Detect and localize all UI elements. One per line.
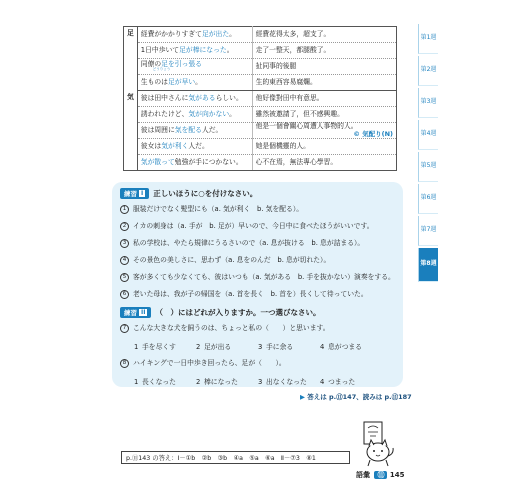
jp-prefix: 生ものは [140, 77, 168, 86]
vocab-row [124, 59, 397, 75]
translation-text: 心不在焉，無法專心學習。 [255, 157, 338, 166]
vocab-table [123, 26, 397, 171]
option-text: 足が出る [204, 343, 232, 351]
vocab-row [124, 155, 397, 171]
question-text: 服装だけでなく髪型にも（a. 気が利く b. 気を配る）。 [133, 205, 304, 213]
answer-option[interactable] [134, 376, 196, 386]
exercise1-question[interactable] [120, 256, 395, 265]
jp-prefix: 経費がかかりすぎて [140, 29, 202, 38]
question-text: こんな大きな犬を飼うのは、ちょっと私の（ ）と思います。 [133, 324, 330, 332]
week-tab-3[interactable]: 第3週 [418, 88, 438, 118]
vocab-row [124, 91, 397, 107]
option-number: 3 [258, 343, 263, 351]
jp-highlight: 足が棒になった [179, 45, 227, 54]
answer-option[interactable] [258, 341, 320, 351]
exercise1-question[interactable] [120, 290, 395, 299]
vocab-row [124, 107, 397, 123]
vocab-japanese [137, 75, 252, 91]
jp-prefix: 同僚の [140, 60, 162, 69]
vocab-translation [252, 91, 396, 107]
vocab-japanese [137, 123, 252, 139]
cat-mascot-icon [358, 420, 396, 468]
exercise2-badge: 練習 II [120, 307, 151, 318]
exercise2-question [120, 324, 395, 333]
jp-highlight: 気が向かない [188, 109, 230, 118]
question-number: 3 [120, 239, 129, 248]
previous-answers-box [121, 451, 350, 464]
footer-label: 語彙 [356, 471, 370, 479]
vocab-translation [252, 123, 396, 139]
option-text: 出なくなった [266, 378, 307, 386]
option-text: 手に余る [266, 343, 294, 351]
answer-option[interactable] [196, 376, 258, 386]
vocab-row [124, 75, 397, 91]
jp-highlight: 気が利く [161, 141, 189, 150]
question-number: 1 [120, 205, 129, 214]
jp-prefix: 彼は田中さんに [140, 93, 189, 102]
jp-highlight: 気がある [188, 93, 216, 102]
exercise1-question[interactable] [120, 222, 395, 231]
vocab-translation [252, 75, 396, 91]
translation-text: 雖然被邀請了，但不感興趣。 [255, 109, 344, 118]
footer-badge: ⑪ [374, 471, 387, 479]
vocab-row [124, 43, 397, 59]
arrow-right-icon: ▶ [300, 393, 305, 401]
translation-text: 他好像對田中有意思。 [255, 93, 324, 102]
question-text: 老いた母は、我が子の帰国を（a. 首を長く b. 首を）長くして待っていた。 [133, 290, 368, 298]
question-text: ハイキングで一日中歩き回ったら、足が（ ）。 [133, 359, 286, 367]
jp-prefix: 誘われたけど、 [140, 109, 189, 118]
question-text: 私の学校は、やたら規律にうるさいので（a. 息が抜ける b. 息が詰まる）。 [133, 239, 365, 247]
jp-highlight: 足が早い [167, 77, 196, 86]
answer-option[interactable] [134, 341, 196, 351]
option-number: 1 [134, 378, 139, 386]
exercise1-badge: 練習 I [120, 188, 149, 199]
exercise2-question [120, 359, 395, 368]
option-number: 4 [320, 378, 325, 386]
option-text: 棒になった [204, 378, 238, 386]
page-number: 145 [389, 471, 405, 479]
jp-suffix: 勉強が手につかない。 [174, 157, 243, 166]
exercise1-question[interactable] [120, 205, 395, 214]
vocab-row [124, 123, 397, 139]
jp-suffix: 人だ。 [188, 141, 209, 150]
question-text: 客が多くても少なくても、彼はいつも（a. 気がある b. 手を抜かない）演奏をする。 [133, 273, 395, 281]
exercise-box [112, 182, 403, 387]
jp-highlight: 気が散って [140, 157, 175, 166]
exercise1-title-row [120, 188, 395, 199]
vocab-category: 気 [124, 91, 138, 171]
jp-suffix: らしい。 [215, 93, 243, 102]
week-tab-6[interactable]: 第6週 [418, 184, 438, 214]
option-text: 手を尽くす [142, 343, 176, 351]
vocab-japanese [137, 155, 252, 171]
exercise2-title-row [120, 307, 395, 318]
vocab-translation [252, 27, 396, 43]
jp-highlight: 気を配る [174, 125, 202, 134]
answer-option[interactable] [258, 376, 320, 386]
vocab-translation [252, 59, 396, 75]
jp-suffix: 。 [229, 109, 236, 118]
question-number: 5 [120, 273, 129, 282]
vocab-translation [252, 155, 396, 171]
exercise2-title: （ ）にはどれが入りますか。一つ選びなさい。 [155, 308, 321, 317]
jp-highlight: 足を引っ張る [161, 60, 202, 69]
answer-reference[interactable] [300, 392, 412, 401]
option-number: 4 [320, 343, 325, 351]
vocab-japanese [137, 107, 252, 123]
vocab-row [124, 27, 397, 43]
answer-option[interactable] [320, 376, 382, 386]
option-text: 息がつまる [328, 343, 362, 351]
jp-suffix: 。 [226, 45, 234, 54]
question-number: 4 [120, 256, 129, 265]
question-number: 8 [120, 359, 129, 368]
question-number: 2 [120, 222, 129, 231]
vocab-translation [252, 107, 396, 123]
jp-prefix: 彼は周囲に [140, 125, 175, 134]
exercise1-questions [120, 205, 395, 299]
jp-suffix: 。 [229, 29, 236, 38]
translation-text: 生的東西容易腐爛。 [255, 77, 317, 86]
exercise1-title: 正しいほうに○を付けなさい。 [153, 189, 258, 198]
vocab-category: 足 [124, 27, 138, 91]
vocab-japanese [137, 139, 252, 155]
vocab-translation [252, 139, 396, 155]
jp-suffix: 人だ。 [201, 125, 223, 134]
vocab-japanese [137, 27, 252, 43]
answer-option[interactable] [320, 341, 382, 351]
option-number: 1 [134, 343, 139, 351]
vocab-row [124, 139, 397, 155]
week-tab-5[interactable]: 第5週 [418, 152, 438, 182]
jp-ruby: どうりょう [152, 67, 171, 72]
answer-options [134, 341, 395, 351]
translation-text: 經費花得太多，超支了。 [255, 29, 331, 38]
translation-text: 扯同事的後腿 [255, 61, 297, 70]
week-tabs [418, 24, 438, 284]
translation-text: 他是一個會關心周遭人事物的人。 [255, 122, 358, 131]
vocab-japanese [137, 43, 252, 59]
question-number: 6 [120, 290, 129, 299]
option-number: 2 [196, 343, 201, 351]
previous-answers-text: p.⑪143 の答え：Ⅰ－①b ②b ③b ④a ⑤a ⑥a Ⅱ－⑦3 ⑧1 [126, 455, 316, 462]
answer-option[interactable] [196, 341, 258, 351]
vocab-body [124, 27, 397, 171]
exercise1-question[interactable] [120, 273, 395, 282]
translation-text: 走了一整天，都腿酸了。 [255, 45, 331, 54]
translation-text: 她是個機靈的人。 [255, 141, 310, 150]
week-tab-8[interactable]: 第8週 [418, 248, 438, 282]
vocab-japanese [137, 59, 252, 75]
week-tab-7[interactable]: 第7週 [418, 216, 438, 246]
jp-highlight: 足が出た [201, 29, 230, 38]
option-text: 長くなった [142, 378, 176, 386]
exercise1-question[interactable] [120, 239, 395, 248]
option-number: 2 [196, 378, 201, 386]
week-tab-4[interactable]: 第4週 [418, 120, 438, 150]
exercise2-questions [120, 324, 395, 386]
jp-suffix: 。 [195, 77, 202, 86]
question-text: その景色の美しさに、思わず（a. 息をのんだ b. 息が切れた）。 [133, 256, 331, 264]
related-word-note: © 気配り(N) [353, 129, 393, 138]
jp-prefix: 彼女は [140, 141, 162, 150]
question-number: 7 [120, 324, 129, 333]
answer-options [134, 376, 395, 386]
vocab-japanese [137, 91, 252, 107]
option-number: 3 [258, 378, 263, 386]
answer-reference-text: 答えは p.⑪147、読みは p.⑪187 [307, 393, 412, 401]
week-tab-2[interactable]: 第2週 [418, 56, 438, 86]
jp-prefix: 1日中歩いて [140, 45, 180, 54]
page-footer [356, 470, 405, 480]
question-text: イカの刺身は（a. 手が b. 足が）早いので、今日中に食べたほうがいいです。 [133, 222, 374, 230]
week-tab-1[interactable]: 第1週 [418, 24, 438, 54]
vocab-translation [252, 43, 396, 59]
option-text: つまった [328, 378, 356, 386]
